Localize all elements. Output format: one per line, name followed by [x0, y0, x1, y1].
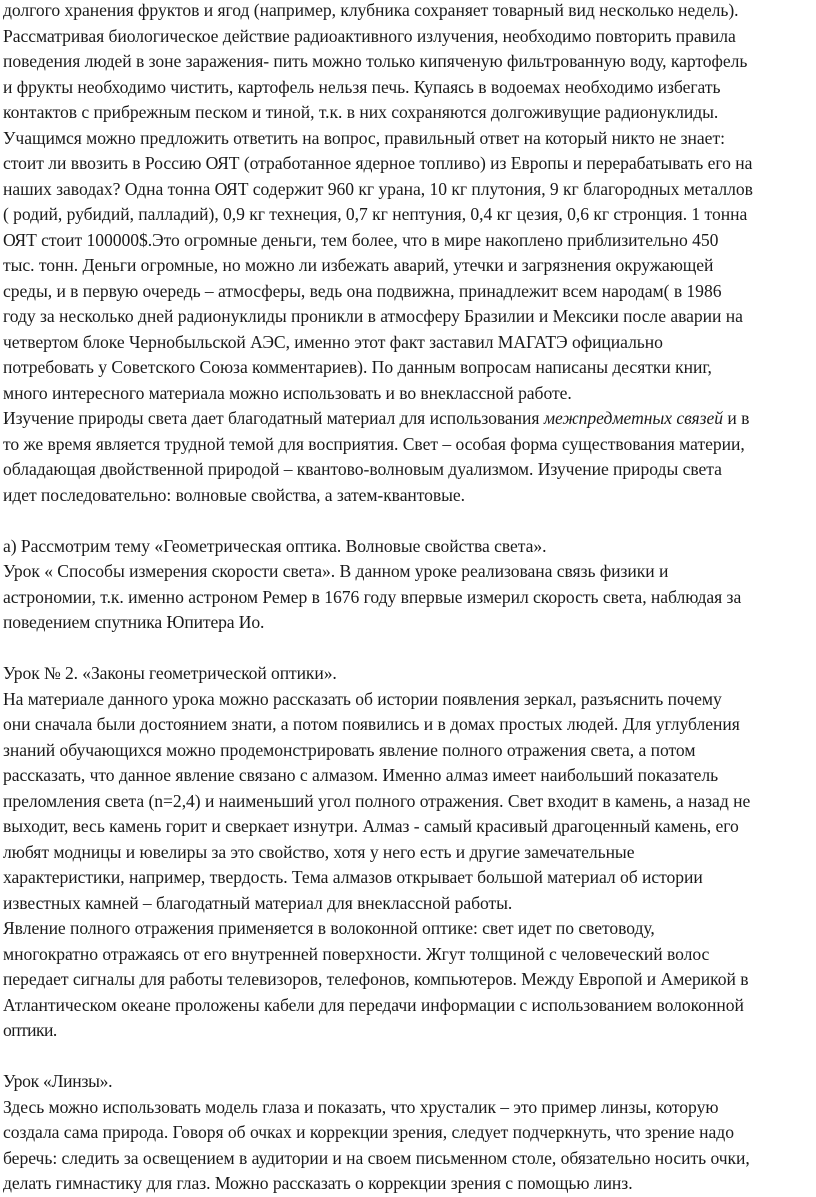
- text-line: знаний обучающихся можно продемонстрировать явление полного отражения света, а потом: [3, 739, 696, 760]
- text-line: выходит, весь камень горит и сверкает изнутри. Алмаз - самый красивый драгоценный камень, его: [3, 816, 739, 836]
- text-line: характеристики, например, твердость. Тема алмазов открывает большой материал об истории: [3, 867, 703, 887]
- text-line: много интересного материала можно использовать и во внеклассной работе.: [3, 382, 572, 403]
- paragraph-lenses: [3, 1069, 815, 1197]
- text-line: Явление полного отражения применяется в волоконной оптике: свет идет по световоду,: [3, 918, 655, 938]
- paragraph-geometric-optics: [3, 534, 815, 636]
- text-line: Урок «Линзы».: [3, 1071, 113, 1091]
- text-line: создала сама природа. Говоря об очках и коррекции зрения, следует подчеркнуть, что зрение надо: [3, 1122, 734, 1142]
- italic-emphasis: межпредметных связей: [543, 408, 724, 428]
- text-line: На материале данного урока можно рассказать об истории появления зеркал, разъяснить почему: [3, 688, 722, 709]
- text-line: Атлантическом океане проложены кабели для передачи информации с использованием волоконной: [3, 994, 744, 1015]
- text-line: астрономии, т.к. именно астроном Ремер в 1676 году впервые измерил скорость света, наблюдая за: [3, 586, 742, 607]
- text-line: тыс. тонн. Деньги огромные, но можно ли избежать аварий, утечки и загрязнения окружающей: [3, 255, 714, 275]
- text-line: [3, 406, 815, 432]
- blank-line: [3, 636, 815, 662]
- text-line: обладающая двойственной природой – квантово-волновым дуализмом. Изучение природы света: [3, 459, 722, 479]
- text-line: преломления света (n=2,4) и наименьший угол полного отражения. Свет входит в камень, а назад не: [3, 790, 751, 811]
- text-line: поведением спутника Юпитера Ио.: [3, 612, 265, 632]
- text-line: они сначала были достоянием знати, а потом появились и в домах простых людей. Для углубления: [3, 714, 740, 734]
- text-line: беречь: следить за освещением в аудитории и на своем письменном столе, обязательно носить очки,: [3, 1147, 750, 1168]
- text-line: оптики.: [3, 1020, 57, 1040]
- text-run: Изучение природы света дает благодатный материал для использования: [3, 408, 544, 428]
- text-line: многократно отражаясь от его внутренней поверхности. Жгут толщиной с человеческий волос: [3, 943, 710, 964]
- text-line: контактов с прибрежным песком и тиной, т.к. в них сохраняются долгоживущие радионуклиды.: [3, 102, 719, 122]
- text-line: ( родий, рубидий, палладий), 0,9 кг технеция, 0,7 кг нептуния, 0,4 кг цезия, 0,6 кг стронция. 1 тонна: [3, 204, 748, 224]
- text-run: и в: [723, 408, 750, 428]
- text-line: среды, и в первую очередь – атмосферы, ведь она подвижна, принадлежит всем народам( в 1986: [3, 280, 722, 301]
- blank-line: [3, 1044, 815, 1070]
- text-line: стоит ли ввозить в Россию ОЯТ (отработанное ядерное топливо) из Европы и перерабатывать его на: [3, 153, 753, 173]
- blank-line: [3, 508, 815, 534]
- text-line: а) Рассмотрим тему «Геометрическая оптика. Волновые свойства света».: [3, 535, 547, 556]
- text-line: четвертом блоке Чернобыльской АЭС, именно этот факт заставил МАГАТЭ официально: [3, 331, 663, 352]
- text-line: Учащимся можно предложить ответить на вопрос, правильный ответ на который никто не знает:: [3, 127, 725, 148]
- text-line: Рассматривая биологическое действие радиоактивного излучения, необходимо повторить правила: [3, 25, 736, 46]
- paragraph-radiation-intro: [3, 0, 815, 406]
- text-line: поведения людей в зоне заражения- пить можно только кипяченую фильтрованную воду, картофель: [3, 51, 748, 71]
- text-line: Урок № 2. «Законы геометрической оптики».: [3, 663, 337, 683]
- text-line: году за несколько дней радионуклиды проникли в атмосферу Бразилии и Мексики после аварии на: [3, 306, 743, 326]
- text-line: Здесь можно использовать модель глаза и показать, что хрусталик – это пример линзы, которую: [3, 1096, 719, 1117]
- text-line: рассказать, что данное явление связано с алмазом. Именно алмаз имеет наибольший показатель: [3, 765, 719, 785]
- text-line: передает сигналы для работы телевизоров, телефонов, компьютеров. Между Европой и Америкой в: [3, 969, 749, 989]
- text-line: Урок « Способы измерения скорости света». В данном уроке реализована связь физики и: [3, 561, 669, 581]
- text-line: ОЯТ стоит 100000$.Это огромные деньги, тем более, что в мире накоплено приблизительно 450: [3, 229, 719, 250]
- paragraph-fiber-optics: [3, 916, 815, 1044]
- text-line: то же время является трудной темой для восприятия. Свет – особая форма существования материи,: [3, 433, 745, 454]
- text-line: любят модницы и ювелиры за это свойство, хотя у него есть и другие замечательные: [3, 841, 635, 862]
- paragraph-lesson-2: [3, 661, 815, 916]
- text-line: наших заводах? Одна тонна ОЯТ содержит 960 кг урана, 10 кг плутония, 9 кг благородных металлов: [3, 178, 753, 199]
- text-line: потребовать у Советского Союза комментариев). По данным вопросам написаны десятки книг,: [3, 357, 712, 377]
- text-line: долгого хранения фруктов и ягод (например, клубника сохраняет товарный вид несколько недель).: [3, 0, 739, 20]
- text-line: и фрукты необходимо чистить, картофель нельзя печь. Купаясь в водоемах необходимо избегать: [3, 76, 721, 97]
- text-line: делать гимнастику для глаз. Можно рассказать о коррекции зрения с помощью линз.: [3, 1173, 633, 1193]
- paragraph-light-nature: [3, 406, 815, 508]
- text-line: идет последовательно: волновые свойства, а затем-квантовые.: [3, 484, 465, 505]
- text-line: известных камней – благодатный материал для внеклассной работы.: [3, 892, 513, 913]
- document-page: [3, 0, 815, 1197]
